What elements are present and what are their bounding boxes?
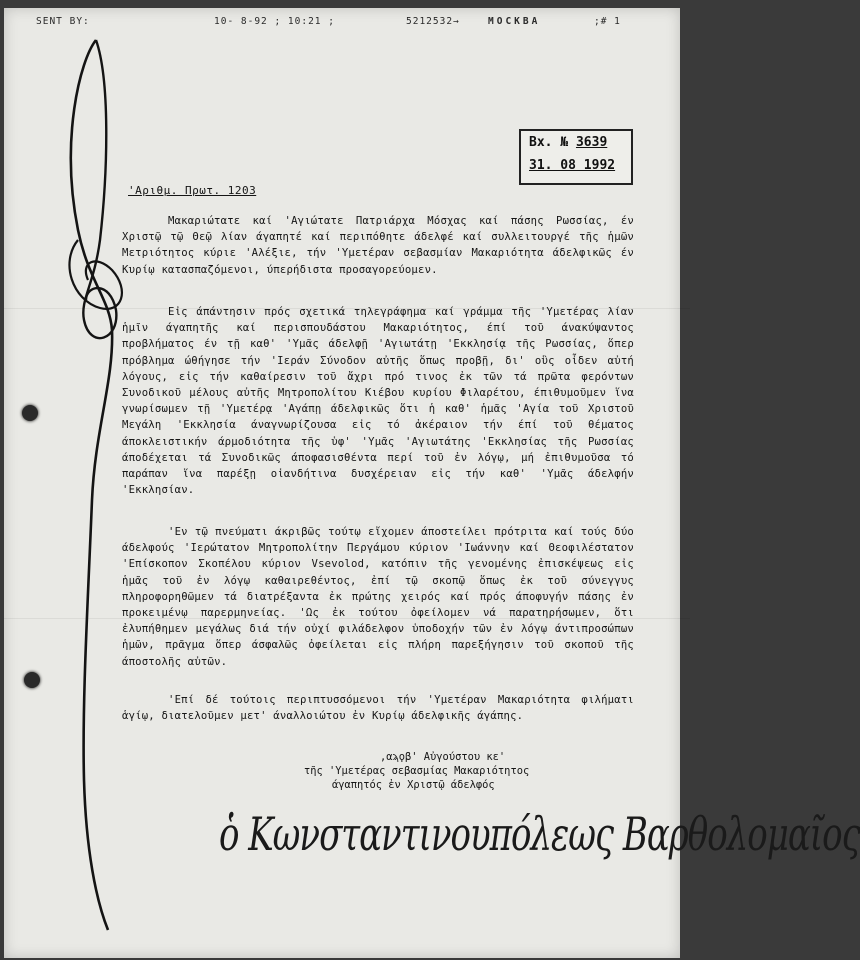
fax-number: 5212532→: [406, 16, 460, 27]
paragraph-delegation: 'Εν τῷ πνεύματι άκριβῶς τούτῳ εἴχομεν άποστείλει πρότριτα καί τούς δύο άδελφούς 'Ιερώτατον Μητροπολίτην Περγάμου κύριον 'Ιωάννην καί Θεοφιλέστατον 'Επίσκοπον Σκοπέλου κύριον Vsevolod, κατόπιν τῆς γενομένης ἐπισκέψεως εἰς ἡμᾶς τοῦ ἐν λόγῳ καθαιρεθέντος, ἐπί τῷ σκοπῷ ὅπως ἐκ τοῦ σύνεγγυς πληροφορηθῶμεν τά διατρέξαντα ἐκ πρώτης χειρός καί πρός άποφυγήν πάσης ἐν προκειμένῳ παρερμηνείας. 'Ως ἐκ τούτου ὀφείλομεν νά παρατηρήσωμεν, ὅτι ἐλυπήθημεν μεγάλως διά τήν οὐχί φιλάδελφον ὑποδοχήν τῶν ἐν λόγῳ άντιπροσώπων ἡμῶν, πρᾶγμα ὅπερ άσφαλῶς ὀφείλεται εἰς πλήρη παρεξήγησιν τοῦ σκοποῦ τῆς άποστολῆς αὐτῶν.: [122, 526, 634, 668]
stamp-number: 3639: [575, 135, 608, 150]
fax-sent-by: SENT BY:: [36, 16, 90, 27]
closing-line-2: τῆς 'Υμετέρας σεβασμίας Μακαριότητος: [304, 765, 530, 777]
fax-header: [14, 12, 664, 32]
paragraph-response: Εἰς άπάντησιν πρός σχετικά τηλεγράφημα καί γράμμα τῆς 'Υμετέρας λίαν ἡμῖν άγαπητῆς καί περισπουδάστου Μακαριότητος, έπί τοῦ άνακύψαντος προβλήματος έν τῇ καθ' 'Υμᾶς άδελφῇ 'Αγιωτάτῃ 'Εκκλησίᾳ τῆς Ρωσσίας, ὅπερ πρόβλημα ώθήγησε τήν 'Ιεράν Σύνοδον αὐτῆς ὅπως προβῇ, δι' οὓς οἶδεν αὐτή λόγους, εἰς τήν καθαίρεσιν τοῦ ἄχρι πρό τινος ἐκ τῶν τά πρῶτα φερόντων Συνοδικοῦ μέλους αὐτῆς Μητροπολίτου Κιέβου κυρίου Φιλαρέτου, έπιθυμοῦμεν ἵνα γνωρίσωμεν τῇ 'Υμετέρᾳ 'Αγάπῃ άδελφικῶς ὅτι ἡ καθ' ἡμᾶς 'Αγία τοῦ Χριστοῦ Μεγάλη 'Εκκλησία άναγνωρίζουσα εἰς τό ἀκέραιον τήν έπί τοῦ θέματος άποκλειστικήν άρμοδιότητα τῆς ὑφ' 'Υμᾶς 'Αγιωτάτης 'Εκκλησίας τῆς Ρωσσίας άποδέχεται τά Συνοδικῶς άποφασισθέντα περί τοῦ ἐν λόγῳ, μή ἐπιθυμοῦσα τό παράπαν ἵνα παρέξῃ οἱανδήτινα δυσχέρειαν εἰς τήν καθ' 'Υμᾶς άδελφήν 'Εκκλησίαν.: [122, 306, 634, 497]
paragraph-farewell: 'Επί δέ τούτοις περιπτυσσόμενοι τήν 'Υμετέραν Μακαριότητα φιλήματι ἁγίῳ, διατελοῦμεν μετ' άναλλοιώτου ἐν Κυρίῳ άδελφικῆς άγάπης.: [122, 694, 634, 723]
reference-number: 'Αριθμ. Πρωτ. 1203: [128, 184, 257, 197]
punch-hole-top: [22, 405, 38, 421]
fax-destination: MOCKBA: [488, 16, 541, 27]
paragraph-greeting: Μακαριώτατε καί 'Αγιώτατε Πατριάρχα Μόσχας καί πάσης Ρωσσίας, έν Χριστῷ τῷ Θεῷ λίαν άγαπητέ καί περιπόθητε άδελφέ καί συλλειτουργέ τῆς ἡμῶν Μετριότητος κύριε 'Αλέξιε, τήν 'Υμετέραν σεβασμίαν Μακαριότητα άδελφικῶς έν Κυρίῳ κατασπαζόμενοι, ύπερήδιστα προσαγορεύομεν.: [122, 215, 634, 276]
fax-datetime: 10- 8-92 ; 10:21 ;: [214, 16, 335, 27]
stamp-date: 31. 08 1992: [529, 158, 616, 173]
fax-page: ;# 1: [594, 16, 621, 27]
registration-stamp: [519, 129, 633, 185]
punch-hole-bottom: [24, 672, 40, 688]
closing-date: ,αϡϙβ' Αὐγούστου κε': [380, 751, 506, 763]
closing-block: [304, 750, 634, 792]
stamp-prefix: Вх. №: [529, 135, 569, 150]
stamp-line-1: [529, 135, 607, 150]
closing-line-3: άγαπητός ἐν Χριστῷ άδελφός: [332, 779, 495, 791]
handwritten-signature: ὁ Κωνσταντινουπόλεως Βαρθολομαῖος: [219, 808, 860, 862]
document-page: [4, 8, 860, 958]
